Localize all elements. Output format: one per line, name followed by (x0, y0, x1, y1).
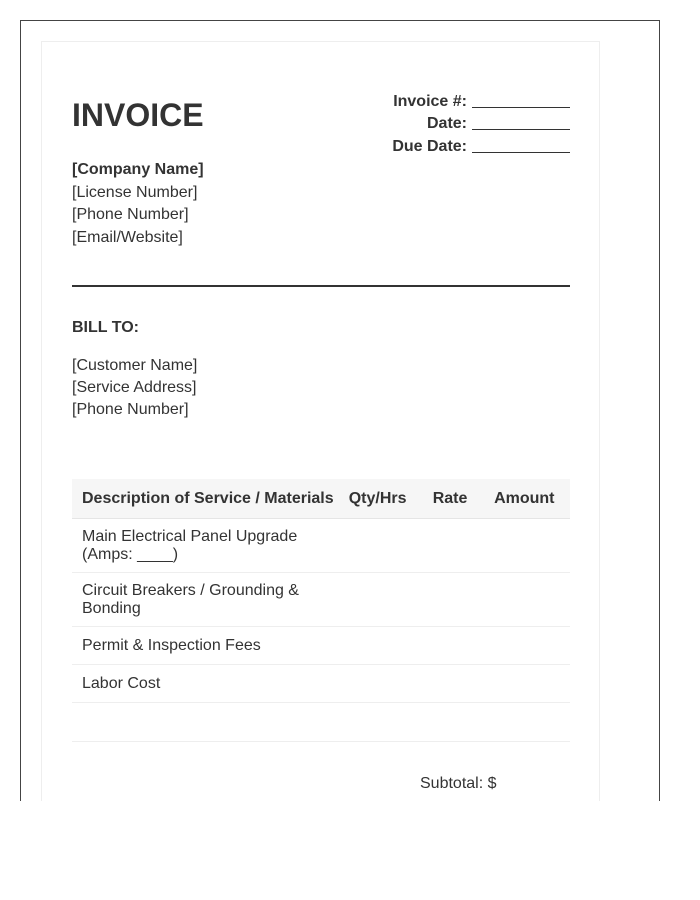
row-description: Circuit Breakers / Grounding & Bonding (72, 573, 334, 627)
invoice-date-label: Date: (426, 115, 467, 132)
column-header-qty: Qty/Hrs (334, 479, 422, 519)
customer-phone: [Phone Number] (72, 401, 189, 418)
table-row (72, 627, 570, 665)
service-address: [Service Address] (72, 379, 197, 396)
section-divider (72, 285, 570, 287)
row-description: Labor Cost (72, 665, 334, 703)
row-qty[interactable] (334, 519, 422, 573)
company-phone: [Phone Number] (72, 206, 189, 223)
table-empty-row (72, 703, 570, 742)
bill-to-info (72, 355, 197, 421)
row-amount[interactable] (479, 519, 570, 573)
row-rate[interactable] (422, 665, 479, 703)
row-rate[interactable] (422, 573, 479, 627)
row-description: Main Electrical Panel Upgrade (Amps: ____) (72, 519, 334, 573)
row-amount[interactable] (479, 627, 570, 665)
row-rate[interactable] (422, 627, 479, 665)
invoice-title: INVOICE (72, 97, 204, 133)
invoice-date-field[interactable] (472, 115, 570, 130)
line-items-table (72, 479, 570, 742)
row-qty[interactable] (334, 627, 422, 665)
table-row (72, 665, 570, 703)
invoice-number-row (310, 88, 570, 111)
company-info (72, 159, 204, 249)
invoice-number-field[interactable] (472, 93, 570, 108)
column-header-rate: Rate (422, 479, 479, 519)
invoice-number-label: Invoice #: (393, 92, 467, 110)
row-rate[interactable] (422, 519, 479, 573)
table-header-row (72, 479, 570, 519)
row-qty[interactable] (334, 573, 422, 627)
due-date-label: Due Date: (392, 137, 467, 155)
table-row (72, 573, 570, 627)
due-date-row (310, 133, 570, 156)
row-amount[interactable] (479, 573, 570, 627)
row-description: Permit & Inspection Fees (72, 627, 334, 665)
invoice-sheet (41, 41, 600, 801)
invoice-date-row (310, 111, 570, 134)
column-header-amount: Amount (479, 479, 570, 519)
customer-name: [Customer Name] (72, 357, 198, 374)
column-header-description: Description of Service / Materials (72, 479, 334, 519)
row-qty[interactable] (334, 665, 422, 703)
due-date-field[interactable] (472, 138, 570, 153)
invoice-meta (310, 88, 570, 156)
company-name: [Company Name] (72, 161, 204, 178)
company-license: [License Number] (72, 183, 198, 201)
table-row (72, 519, 570, 573)
bill-to-heading: BILL TO: (72, 319, 139, 336)
subtotal-label: Subtotal: $ (420, 775, 497, 792)
row-amount[interactable] (479, 665, 570, 703)
company-email: [Email/Website] (72, 228, 183, 246)
